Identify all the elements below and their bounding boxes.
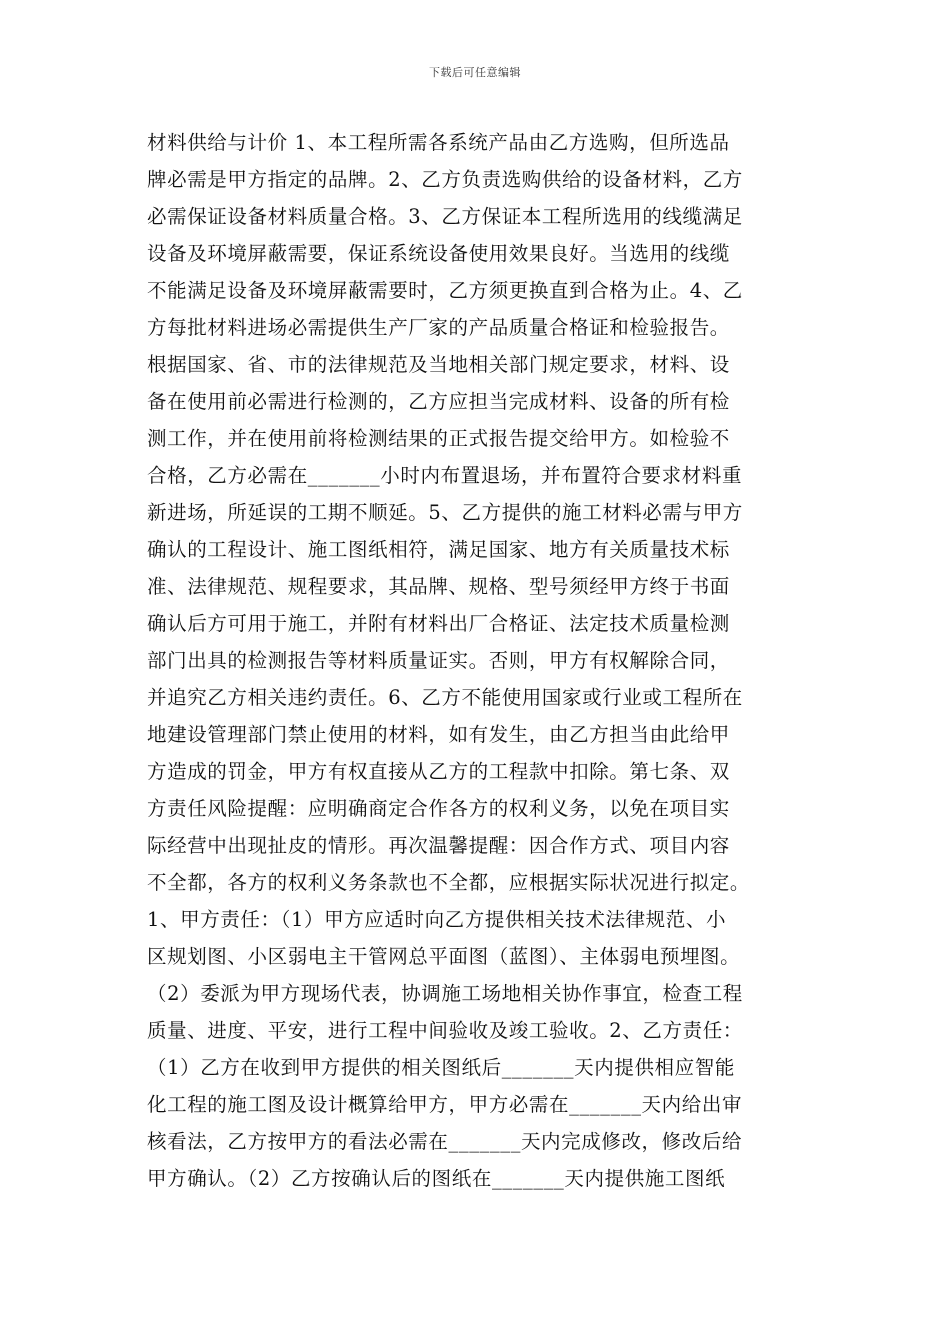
text-line: 际经营中出现扯皮的情形。再次温馨提醒：因合作方式、项目内容	[147, 834, 730, 857]
text-line: 方每批材料进场必需提供生产厂家的产品质量合格证和检验报告。	[147, 316, 730, 339]
text-line: 备在使用前必需进行检测的，乙方应担当完成材料、设备的所有检	[147, 390, 730, 413]
text-line: 准、法律规范、规程要求，其品牌、规格、型号须经甲方终于书面	[147, 575, 730, 598]
text-line: （2）委派为甲方现场代表，协调施工场地相关协作事宜，检查工程	[147, 982, 743, 1005]
text-line: 确认后方可用于施工，并附有材料出厂合格证、法定技术质量检测	[147, 612, 730, 635]
document-body	[147, 124, 827, 1197]
text-line: 根据国家、省、市的法律规范及当地相关部门规定要求，材料、设	[147, 353, 730, 376]
text-line: 方造成的罚金，甲方有权直接从乙方的工程款中扣除。第七条、双	[147, 760, 730, 783]
text-line: 必需保证设备材料质量合格。3、乙方保证本工程所选用的线缆满足	[147, 205, 743, 228]
text-line: 合格，乙方必需在_______小时内布置退场，并布置符合要求材料重	[147, 464, 743, 487]
text-line: 方责任风险提醒：应明确商定合作各方的权利义务，以免在项目实	[147, 797, 730, 820]
text-line: 不能满足设备及环境屏蔽需要时，乙方须更换直到合格为止。4、乙	[147, 279, 743, 302]
text-line: 区规划图、小区弱电主干管网总平面图（蓝图）、主体弱电预埋图。	[147, 945, 741, 968]
text-line: 化工程的施工图及设计概算给甲方，甲方必需在_______天内给出审	[147, 1093, 743, 1116]
text-line: 设备及环境屏蔽需要，保证系统设备使用效果良好。当选用的线缆	[147, 242, 730, 265]
text-line: 地建设管理部门禁止使用的材料，如有发生，由乙方担当由此给甲	[147, 723, 730, 746]
text-line: 确认的工程设计、施工图纸相符，满足国家、地方有关质量技术标	[147, 538, 730, 561]
text-line: 测工作，并在使用前将检测结果的正式报告提交给甲方。如检验不	[147, 427, 730, 450]
text-line: 部门出具的检测报告等材料质量证实。否则，甲方有权解除合同，	[147, 649, 730, 672]
text-line: （1）乙方在收到甲方提供的相关图纸后_______天内提供相应智能	[147, 1056, 735, 1079]
text-line: 甲方确认。（2）乙方按确认后的图纸在_______天内提供施工图纸	[147, 1167, 726, 1190]
text-line: 不全都，各方的权利义务条款也不全都，应根据实际状况进行拟定。	[147, 871, 751, 894]
text-line: 核看法，乙方按甲方的看法必需在_______天内完成修改，修改后给	[147, 1130, 743, 1153]
text-line: 牌必需是甲方指定的品牌。2、乙方负责选购供给的设备材料，乙方	[147, 168, 743, 191]
text-line: 并追究乙方相关违约责任。6、乙方不能使用国家或行业或工程所在	[147, 686, 743, 709]
text-line: 1、甲方责任：（1）甲方应适时向乙方提供相关技术法律规范、小	[147, 908, 727, 931]
page-header: 下载后可任意编辑	[429, 66, 521, 79]
text-line: 质量、进度、平安，进行工程中间验收及竣工验收。2、乙方责任：	[147, 1019, 743, 1042]
text-line: 新进场，所延误的工期不顺延。5、乙方提供的施工材料必需与甲方	[147, 501, 743, 524]
text-line: 材料供给与计价 1、本工程所需各系统产品由乙方选购，但所选品	[147, 131, 730, 154]
